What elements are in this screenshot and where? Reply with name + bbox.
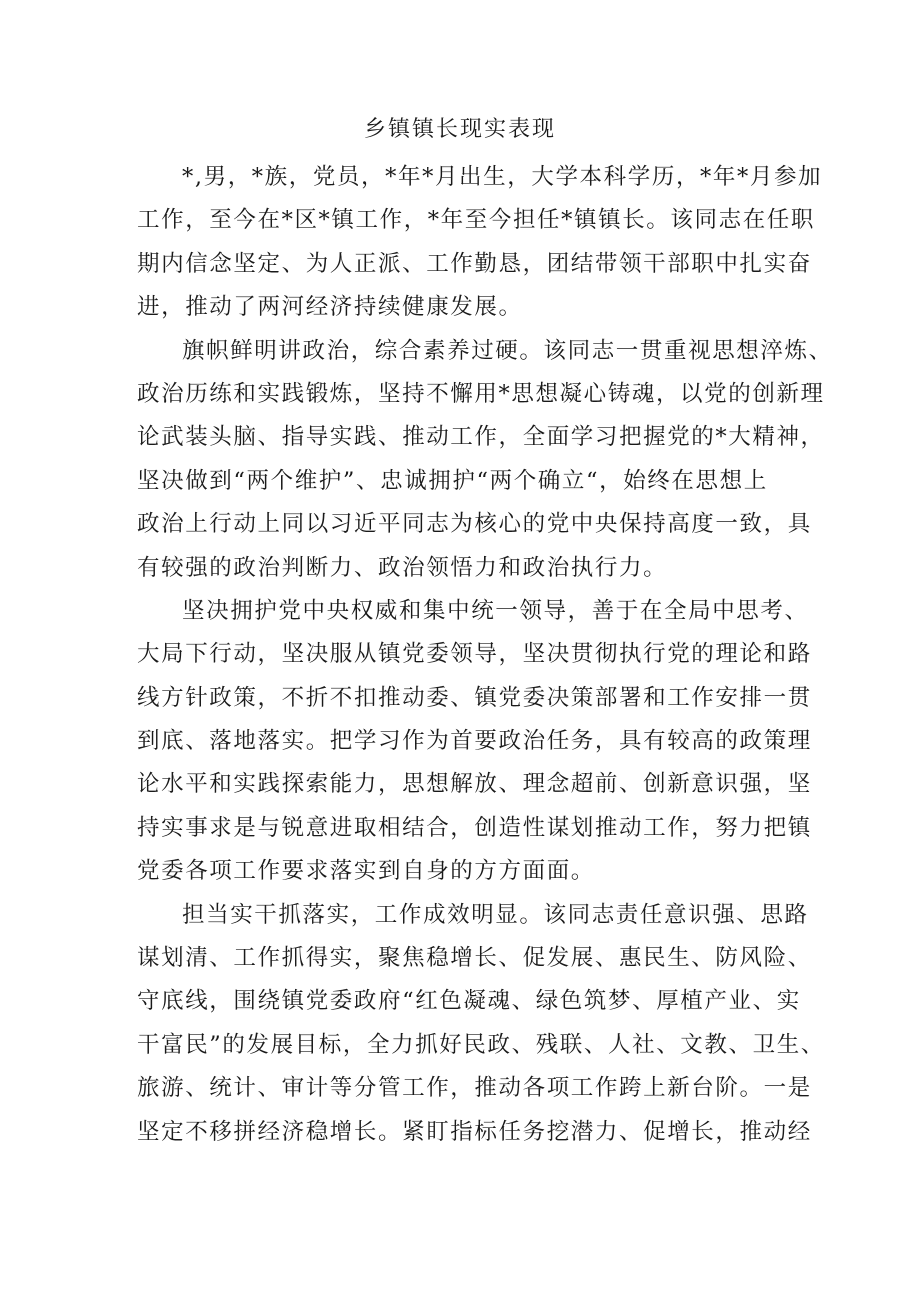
text-line: 担当实干抓落实，工作成效明显。该同志责任意识强、思路 [182, 901, 809, 928]
text-line: 有较强的政治判断力、政治领悟力和政治执行力。 [137, 554, 668, 581]
text-line: 坚定不移拼经济稳增长。紧盯指标任务挖潜力、促增长，推动经 [137, 1118, 812, 1145]
document-title: 乡镇镇长现实表现 [363, 117, 556, 142]
document-body [137, 156, 833, 1154]
text-line: 旅游、统计、审计等分管工作，推动各项工作跨上新台阶。一是 [137, 1075, 812, 1102]
text-line: 守底线，围绕镇党委政府“红色凝魂、绿色筑梦、厚植产业、实 [137, 988, 801, 1015]
text-line: 线方针政策，不折不扣推动委、镇党委决策部署和工作安排一贯 [137, 684, 812, 711]
paragraph-leadership [137, 590, 812, 894]
text-line: 大局下行动，坚决服从镇党委领导，坚决贯彻执行党的理论和路 [137, 641, 812, 668]
text-line: 论水平和实践探索能力，思想解放、理念超前、创新意识强，坚 [137, 771, 812, 798]
text-line: 干富民”的发展目标，全力抓好民政、残联、人社、文教、卫生、 [137, 1031, 825, 1058]
paragraph-results [137, 894, 825, 1154]
text-line: *,男，*族，党员，*年*月出生，大学本科学历，*年*月参加 [182, 164, 823, 190]
text-line: 谋划清、工作抓得实，聚焦稳增长、促发展、惠民生、防风险、 [137, 945, 812, 972]
text-line: 持实事求是与锐意进取相结合，创造性谋划推动工作，努力把镇 [137, 814, 812, 841]
text-line: 党委各项工作要求落实到自身的方方面面。 [137, 858, 595, 885]
text-line: 政治历练和实践锻炼，坚持不懈用*思想凝心铸魂，以党的创新理 [137, 380, 825, 407]
text-line: 坚决做到“两个维护”、忠诚拥护“两个确立“，始终在思想上 [137, 467, 768, 494]
text-line: 旗帜鲜明讲政治，综合素养过硬。该同志一贯重视思想淬炼、 [182, 337, 833, 364]
text-line: 进，推动了两河经济持续健康发展。 [137, 294, 523, 321]
text-line: 到底、落地落实。把学习作为首要政治任务，具有较高的政策理 [137, 728, 812, 755]
text-line: 政治上行动上同以习近平同志为核心的党中央保持高度一致，具 [137, 511, 812, 538]
text-line: 论武装头脑、指导实践、推动工作，全面学习把握党的*大精神， [137, 424, 825, 451]
text-line: 工作，至今在*区*镇工作，*年至今担任*镇镇长。该同志在任职 [137, 207, 816, 234]
text-line: 期内信念坚定、为人正派、工作勤恳，团结带领干部职中扎实奋 [137, 250, 812, 277]
text-line: 坚决拥护党中央权威和集中统一领导，善于在全局中思考、 [182, 597, 809, 624]
paragraph-intro [137, 156, 823, 330]
paragraph-politics [137, 330, 833, 590]
